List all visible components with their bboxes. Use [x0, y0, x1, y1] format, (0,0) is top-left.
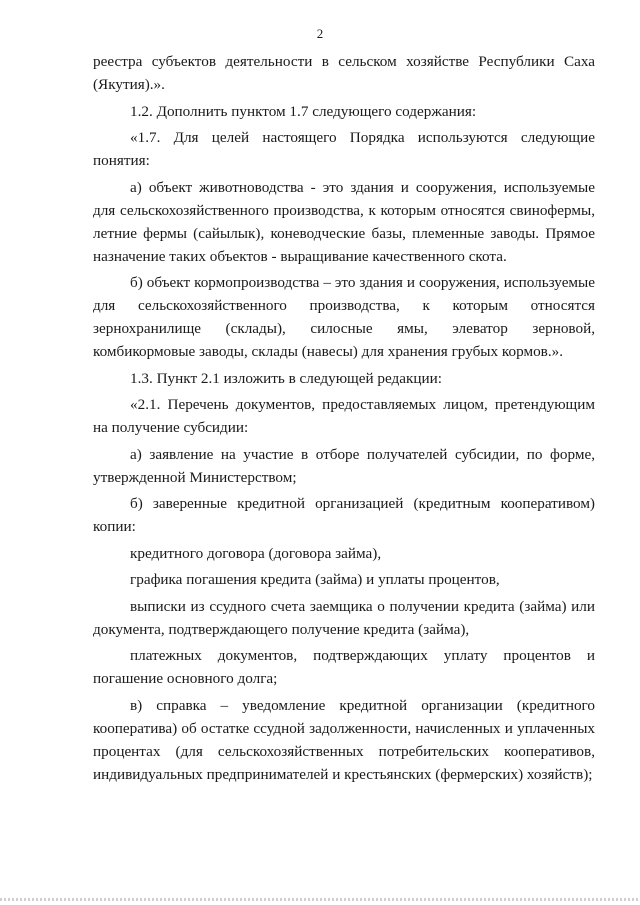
scan-edge-line — [0, 898, 640, 901]
paragraph-feed-object: б) объект кормопроизводства – это здания и сооружения, используемые для сельскохозяйственного производства, к которым относятся зернохранилище (склады), силосные ямы, элеватор зерновой, комбикормовые заводы, склады (навесы) для хранения грубых кормов.». — [93, 274, 595, 360]
paragraph-item-1-3: 1.3. Пункт 2.1 изложить в следующей редакции: — [130, 369, 443, 387]
paragraph-item-1-7: «1.7. Для целей настоящего Порядка используются следующие понятия: — [93, 129, 595, 169]
paragraph-repayment-schedule: графика погашения кредита (займа) и уплаты процентов, — [130, 571, 500, 588]
paragraph-certified-copies: б) заверенные кредитной организацией (кредитным кооперативом) копии: — [93, 495, 595, 535]
paragraph-application: а) заявление на участие в отборе получателей субсидии, по форме, утвержденной Министерством; — [93, 445, 595, 486]
paragraph-item-1-2: 1.2. Дополнить пунктом 1.7 следующего содержания: — [130, 102, 477, 120]
paragraph-item-2-1: «2.1. Перечень документов, предоставляемых лицом, претендующим на получение субсидии: — [93, 396, 595, 436]
document-body — [93, 50, 595, 789]
paragraph-registry-continuation: реестра субъектов деятельности в сельском хозяйстве Республики Саха (Якутия).». — [93, 53, 595, 93]
paragraph-livestock-object: а) объект животноводства - это здания и сооружения, используемые для сельскохозяйственного производства, к которым относятся свинофермы, летние фермы (сайылык), коневодческие базы, племенные заводы. Прямое назначение таких объектов - выращивание качественного скота. — [93, 178, 595, 265]
paragraph-loan-agreement: кредитного договора (договора займа), — [130, 544, 382, 562]
paragraph-bank-notice: в) справка – уведомление кредитной организации (кредитного кооператива) об остатке ссудной задолженности, начисленных и уплаченных процентах (для сельскохозяйственных потребительских кооперативов, индивидуальных предпринимателей и крестьянских (фермерских) хозяйств); — [93, 696, 595, 783]
paragraph-payment-documents: платежных документов, подтверждающих уплату процентов и погашение основного долга; — [93, 647, 595, 687]
paragraph-account-statement: выписки из ссудного счета заемщика о получении кредита (займа) или документа, подтверждающего получение кредита (займа), — [93, 597, 595, 638]
page-number: 2 — [316, 26, 324, 41]
